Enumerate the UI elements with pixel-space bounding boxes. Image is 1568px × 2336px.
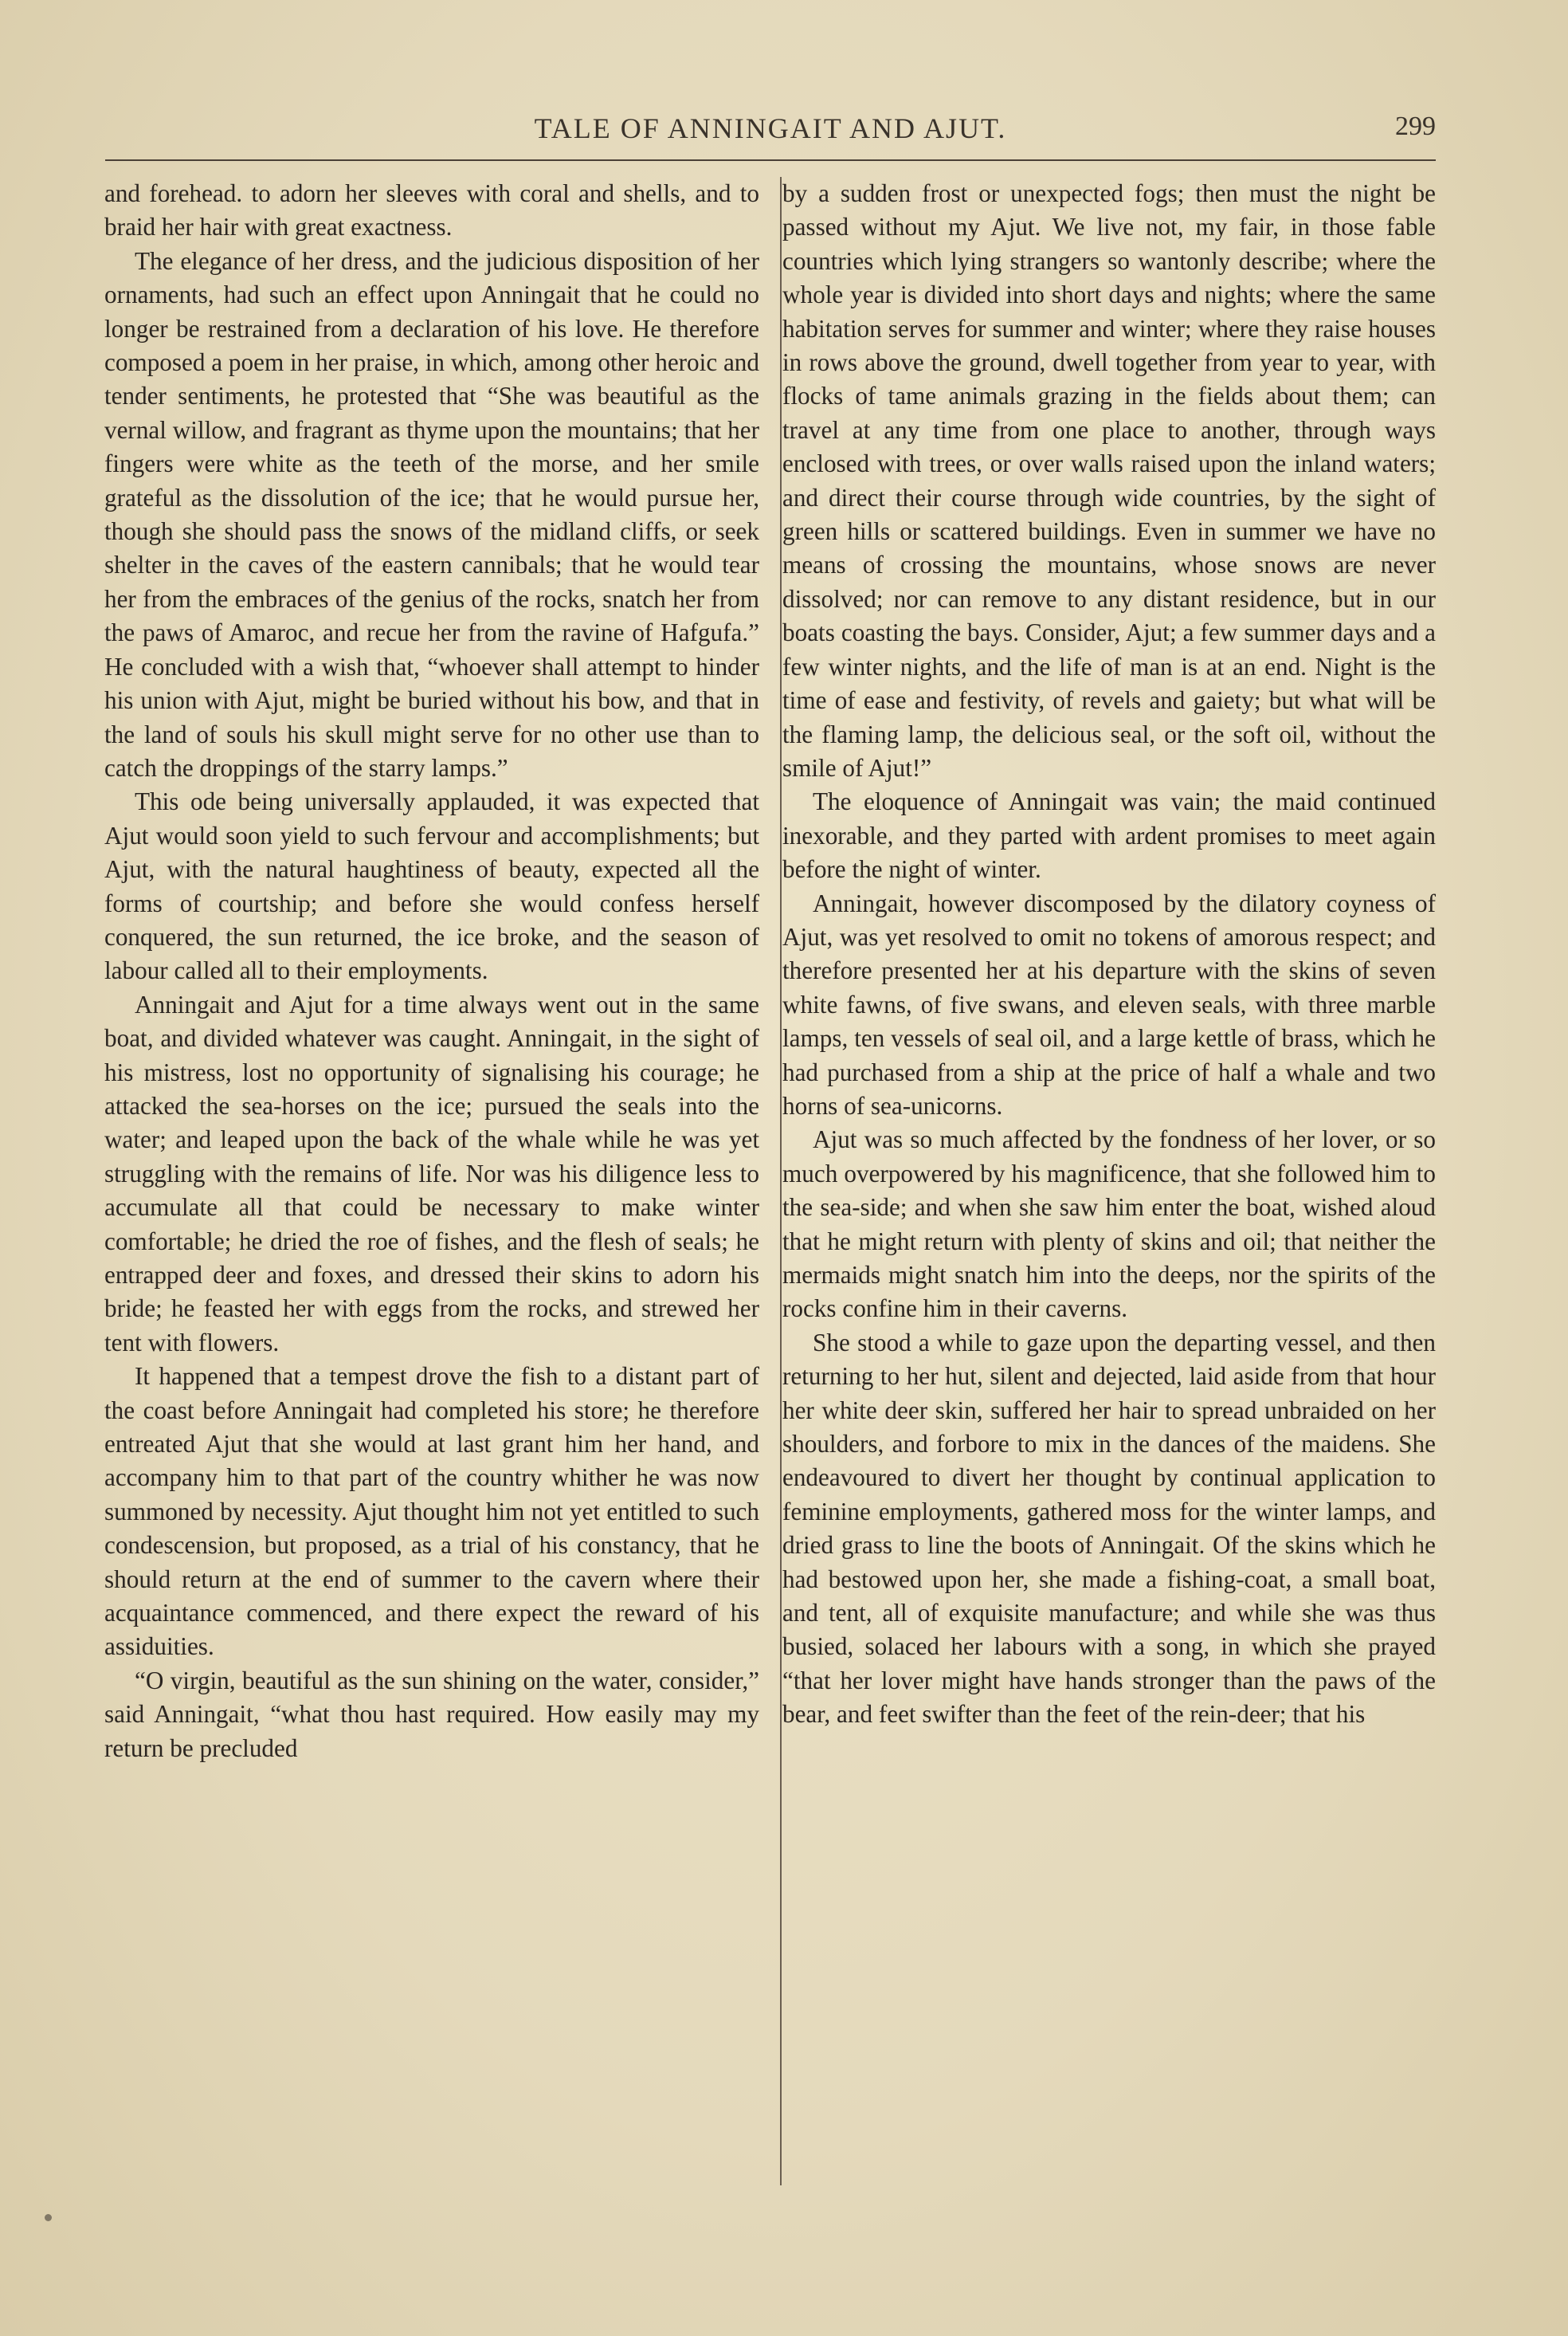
left-column — [104, 177, 759, 1765]
paragraph: This ode being universally applauded, it was expected that Ajut would soon yield to such fervour and accomplishments; but Ajut, with the natural haughtiness of beauty, expected all the forms of courtship; and before she would confess herself conquered, the sun returned, the ice broke, and the season of labour called all to their employments. — [104, 787, 759, 985]
paragraph: Anningait and Ajut for a time always went out in the same boat, and divided whatever was caught. Anningait, in the sight of his mistress, lost no opportunity of signalising his courage; he attacked the sea-horses on the ice; pursued the seals into the water; and leaped upon the back of the whale while he was yet struggling with the remains of life. Nor was his diligence less to accumulate all that could be necessary to make winter comfortable; he dried the roe of fishes, and the flesh of seals; he entrapped deer and foxes, and dressed their skins to adorn his bride; he feasted her with eggs from the rocks, and strewed her tent with flowers. — [104, 990, 759, 1356]
ink-smudge — [45, 2214, 52, 2221]
right-column — [782, 177, 1436, 1732]
paragraph: It happened that a tempest drove the fish to a distant part of the coast before Anningait had completed his store; he therefore entreated Ajut that she would at last grant him her hand, and accompany him to that part of the country whither he was now summoned by necessity. Ajut thought him not yet entitled to such condescension, but proposed, as a trial of his constancy, that he should return at the end of summer to the cavern where their acquaintance commenced, and there expect the reward of his assiduities. — [104, 1362, 759, 1661]
running-head-title: TALE OF ANNINGAIT AND AJUT. — [534, 112, 1007, 144]
header-rule — [105, 159, 1436, 161]
paragraph: The eloquence of Anningait was vain; the maid continued inexorable, and they parted with ardent promises to meet again before the night of winter. — [782, 787, 1436, 884]
column-divider — [780, 177, 782, 2185]
page-number: 299 — [1395, 112, 1436, 141]
running-header — [105, 112, 1436, 156]
paragraph: “O virgin, beautiful as the sun shining on the water, consider,” said Anningait, “what thou hast required. How easily may my return be precluded — [104, 1666, 759, 1762]
paragraph: The elegance of her dress, and the judicious disposition of her ornaments, had such an effect upon Anningait that he could no longer be restrained from a declaration of his love. He therefore composed a poem in her praise, in which, among other heroic and tender sentiments, he protested that “She was beautiful as the vernal willow, and fragrant as thyme upon the mountains; that her fingers were white as the teeth of the morse, and her smile grateful as the dissolution of the ice; that he would pursue her, though she should pass the snows of the midland cliffs, or seek shelter in the caves of the eastern cannibals; that he would tear her from the embraces of the genius of the rocks, snatch her from the paws of Amaroc, and recue her from the ravine of Hafgufa.” He concluded with a wish that, “whoever shall attempt to hinder his union with Ajut, might be buried without his bow, and that in the land of souls his skull might serve for no other use than to catch the droppings of the starry lamps.” — [104, 246, 759, 782]
paragraph: Anningait, however discomposed by the dilatory coyness of Ajut, was yet resolved to omit no tokens of amorous respect; and therefore presented her at his departure with the skins of seven white fawns, of five swans, and eleven seals, with three marble lamps, ten vessels of seal oil, and a large kettle of brass, which he had purchased from a ship at the price of half a whale and two horns of sea-unicorns. — [782, 889, 1436, 1120]
paragraph: She stood a while to gaze upon the departing vessel, and then returning to her hut, silent and dejected, laid aside from that hour her white deer skin, suffered her hair to spread unbraided on her shoulders, and forbore to mix in the dances of the maidens. She endeavoured to divert her thought by continual application to feminine employments, gathered moss for the winter lamps, and dried grass to line the boots of Anningait. Of the skins which he had bestowed upon her, she made a fishing-coat, a small boat, and tent, all of exquisite manufacture; and while she was thus busied, solaced her labours with a song, in which she prayed “that her lover might have hands stronger than the paws of the bear, and feet swifter than the feet of the rein-deer; that his — [782, 1328, 1436, 1729]
paragraph: Ajut was so much affected by the fondness of her lover, or so much overpowered by his magnificence, that she followed him to the sea-side; and when she saw him enter the boat, wished aloud that he might return with plenty of skins and oil; that neither the mermaids might snatch him into the deeps, nor the spirits of the rocks confine him in their caverns. — [782, 1125, 1436, 1323]
paragraph: by a sudden frost or unexpected fogs; then must the night be passed without my Ajut. We live not, my fair, in those fable countries which lying strangers so wantonly describe; where the whole year is divided into short days and nights; where the same habitation serves for summer and winter; where they raise houses in rows above the ground, dwell together from year to year, with flocks of tame animals grazing in the fields about them; can travel at any time from one place to another, through ways enclosed with trees, or over walls raised upon the inland waters; and direct their course through wide countries, by the sight of green hills or scattered buildings. Even in summer we have no means of crossing the mountains, whose snows are never dissolved; nor can remove to any distant residence, but in our boats coasting the bays. Consider, Ajut; a few summer days and a few winter nights, and the life of man is at an end. Night is the time of ease and festivity, of revels and gaiety; but what will be the flaming lamp, the delicious seal, or the soft oil, without the smile of Ajut!” — [782, 179, 1436, 782]
paragraph: and forehead. to adorn her sleeves with coral and shells, and to braid her hair with great exactness. — [104, 179, 759, 241]
